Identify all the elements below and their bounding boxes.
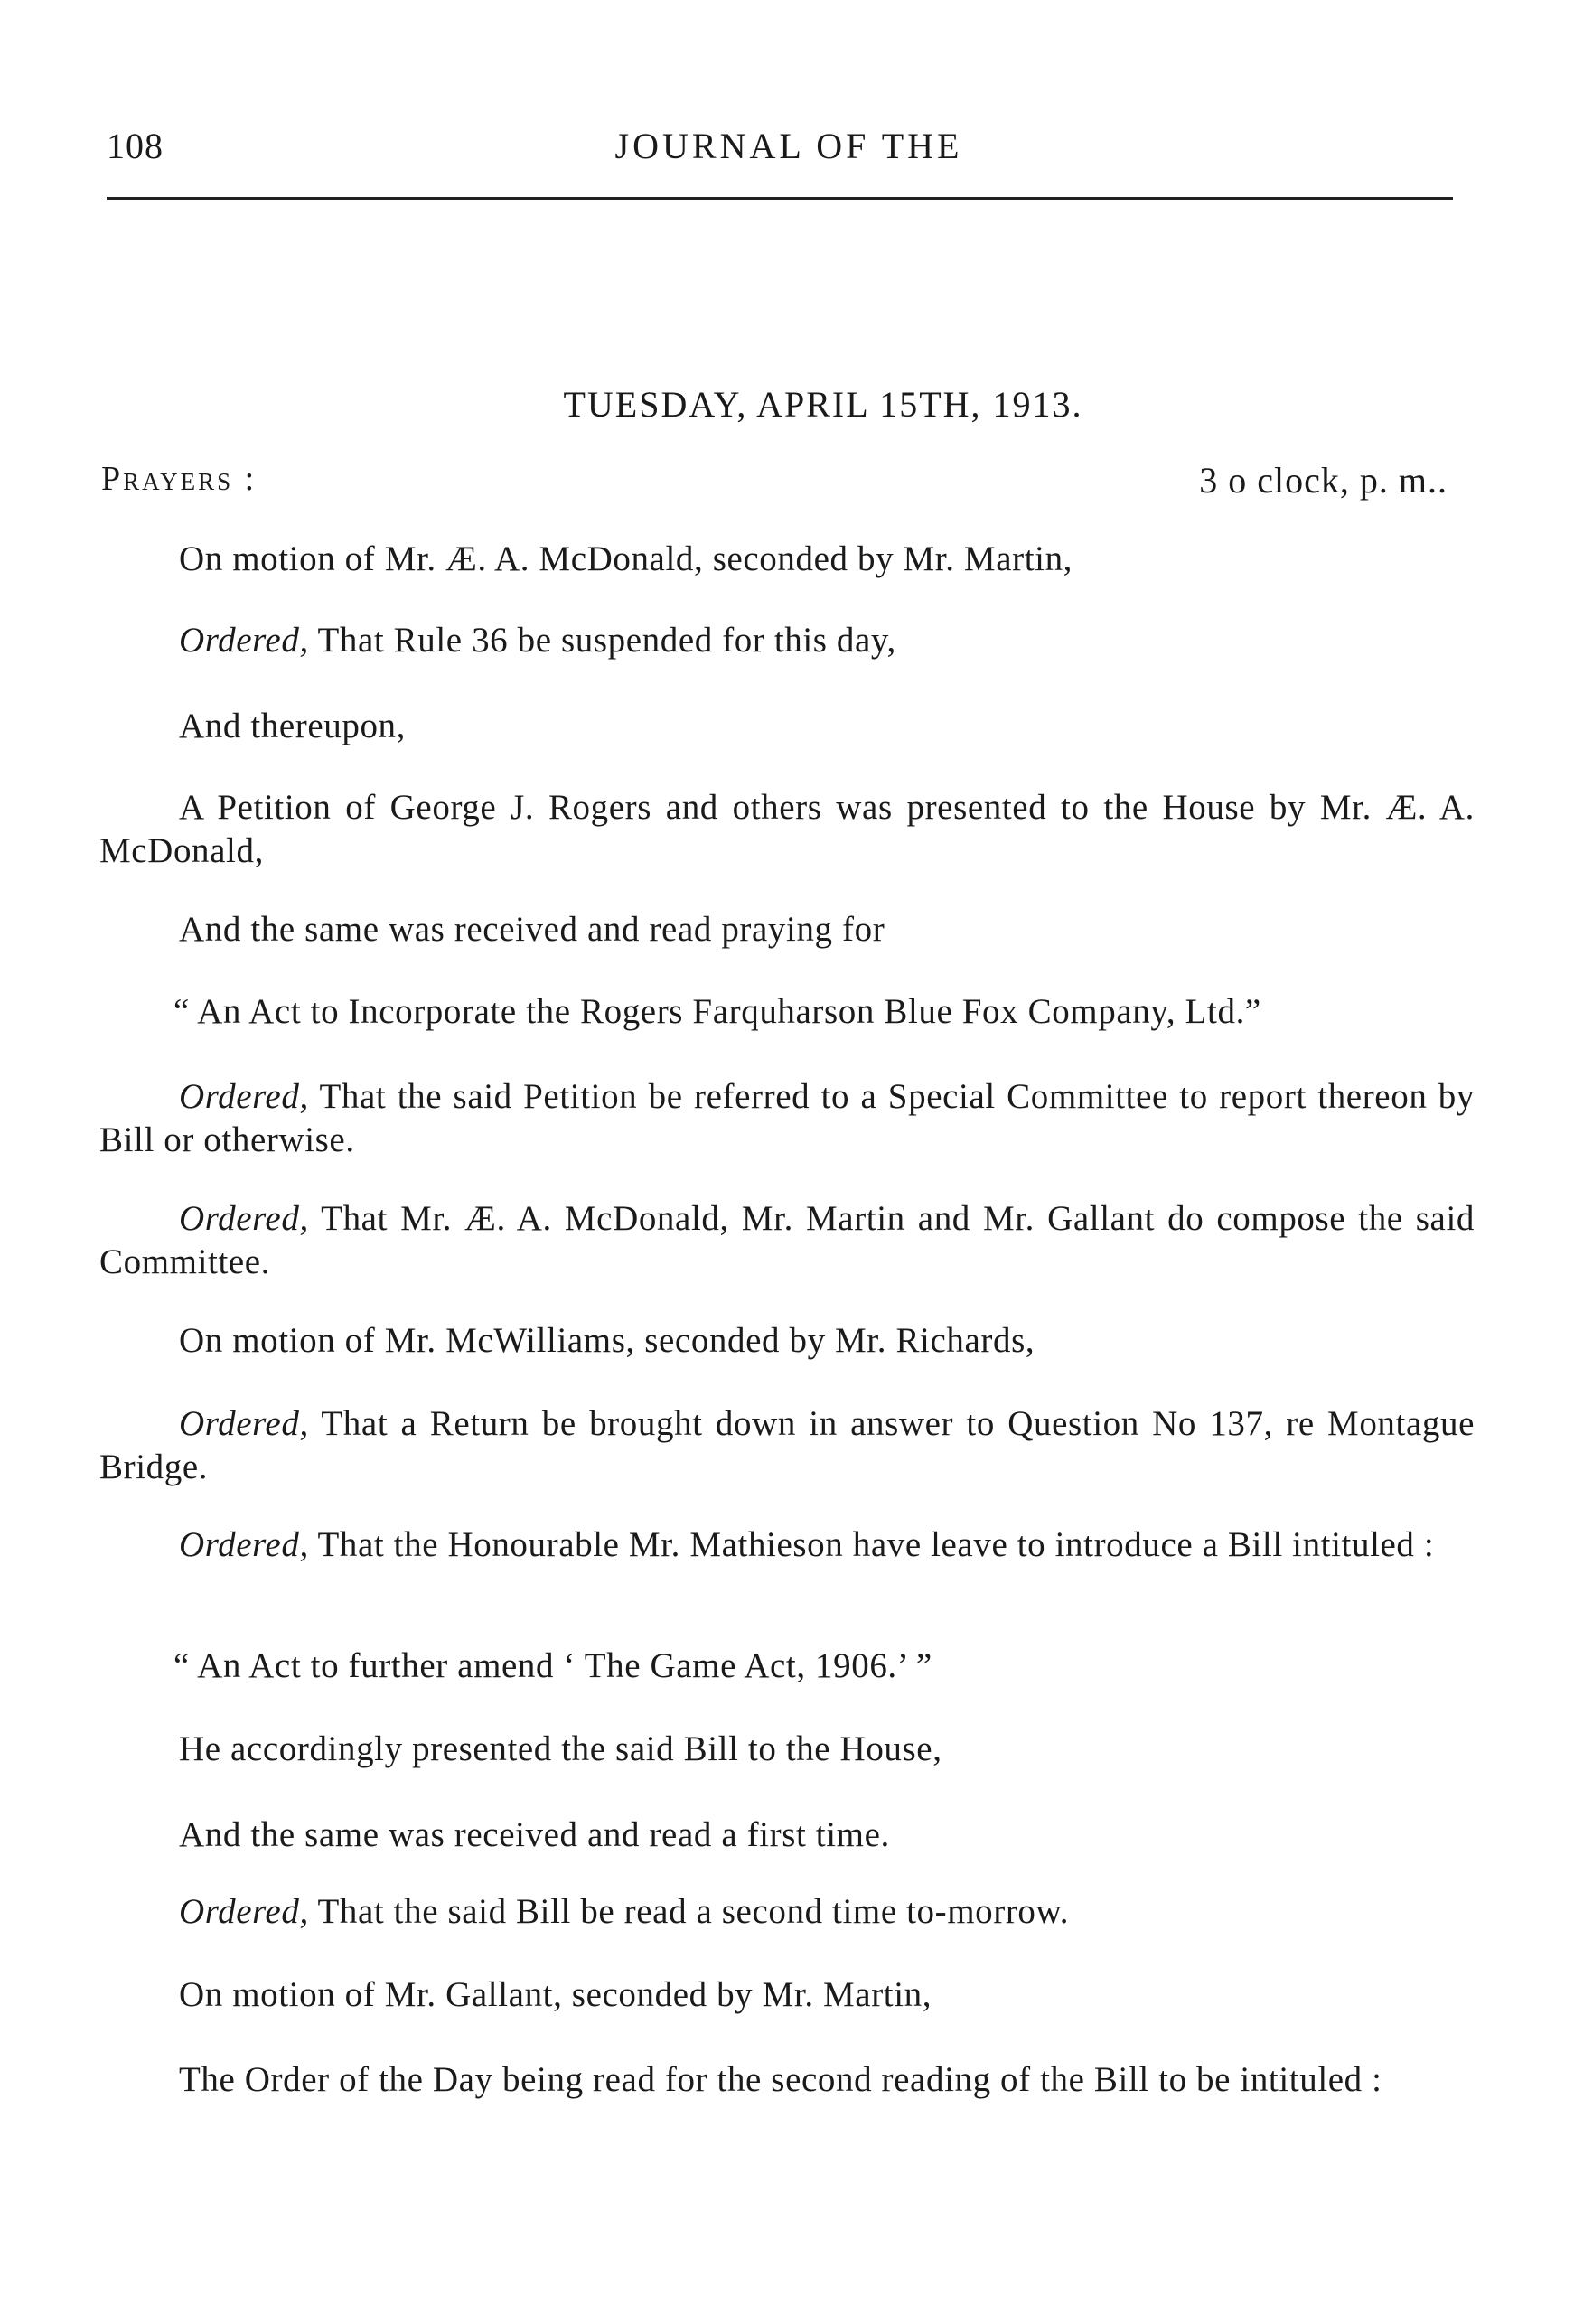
paragraph-text: “ An Act to Incorporate the Rogers Farquharson Blue Fox Company, Ltd.” bbox=[173, 992, 1261, 1031]
paragraph bbox=[99, 1402, 1475, 1489]
paragraph-text: And the same was received and read a first time. bbox=[179, 1815, 890, 1854]
paragraph-lead: Ordered, bbox=[179, 1077, 309, 1116]
running-title: JOURNAL OF THE bbox=[614, 126, 963, 166]
paragraph-text: The Order of the Day being read for the second reading of the Bill to be intituled : bbox=[179, 2060, 1382, 2099]
paragraph bbox=[99, 538, 1475, 581]
paragraph-text: And the same was received and read praying for bbox=[179, 910, 885, 949]
paragraph-lead: Ordered, bbox=[179, 1525, 309, 1564]
prayers-time: 3 o clock, p. m.. bbox=[1199, 460, 1448, 501]
paragraph-lead: Ordered, bbox=[179, 1404, 309, 1443]
prayers-label: Prayers : bbox=[101, 460, 258, 498]
paragraph-text: That a Return be brought down in answer to Question No 137, re Montague Bridge. bbox=[99, 1404, 1475, 1486]
paragraph bbox=[99, 1813, 1475, 1857]
paragraph bbox=[99, 705, 1475, 748]
paragraph-text: On motion of Mr. Gallant, seconded by Mr. Martin, bbox=[179, 1975, 932, 2014]
date-heading: TUESDAY, APRIL 15TH, 1913. bbox=[563, 384, 1083, 425]
paragraph-text: “ An Act to further amend ‘ The Game Act, 1906.’ ” bbox=[173, 1646, 932, 1685]
paragraph bbox=[99, 1728, 1475, 1771]
paragraph-quote bbox=[99, 1645, 1475, 1688]
paragraph-text: That the said Petition be referred to a Special Committee to report thereon by Bill or otherwise. bbox=[99, 1077, 1475, 1159]
paragraph-text: That the said Bill be read a second time to-morrow. bbox=[308, 1892, 1070, 1931]
paragraph bbox=[99, 1973, 1475, 2017]
header-rule bbox=[107, 197, 1453, 200]
paragraph bbox=[99, 619, 1475, 662]
paragraph-text: That the Honourable Mr. Mathieson have leave to introduce a Bill intituled : bbox=[308, 1525, 1435, 1564]
paragraph-text: And thereupon, bbox=[179, 707, 407, 745]
paragraph-text: On motion of Mr. Æ. A. McDonald, seconded by Mr. Martin, bbox=[179, 539, 1073, 578]
paragraph-quote bbox=[99, 990, 1475, 1034]
prayers-line bbox=[101, 459, 1448, 504]
paragraph bbox=[99, 1075, 1475, 1162]
paragraph bbox=[99, 1197, 1475, 1284]
paragraph bbox=[99, 1523, 1475, 1567]
paragraph bbox=[99, 786, 1475, 873]
paragraph-lead: Ordered, bbox=[179, 1892, 309, 1931]
paragraph bbox=[99, 1890, 1475, 1934]
paragraph bbox=[99, 908, 1475, 951]
paragraph bbox=[99, 2058, 1475, 2102]
paragraph-lead: Ordered, bbox=[179, 1199, 309, 1238]
paragraph-text: That Mr. Æ. A. McDonald, Mr. Martin and Mr. Gallant do compose the said Committee. bbox=[99, 1199, 1475, 1281]
paragraph-text: That Rule 36 be suspended for this day, bbox=[308, 621, 896, 660]
running-head bbox=[107, 125, 1453, 179]
paragraph-lead: Ordered, bbox=[179, 621, 309, 660]
paragraph-text: On motion of Mr. McWilliams, seconded by Mr. Richards, bbox=[179, 1321, 1035, 1360]
page-number: 108 bbox=[107, 126, 164, 166]
paragraph-text: A Petition of George J. Rogers and others was presented to the House by Mr. Æ. A. McDonald, bbox=[99, 788, 1475, 870]
paragraph-text: He accordingly presented the said Bill to the House, bbox=[179, 1729, 942, 1768]
paragraph bbox=[99, 1319, 1475, 1363]
